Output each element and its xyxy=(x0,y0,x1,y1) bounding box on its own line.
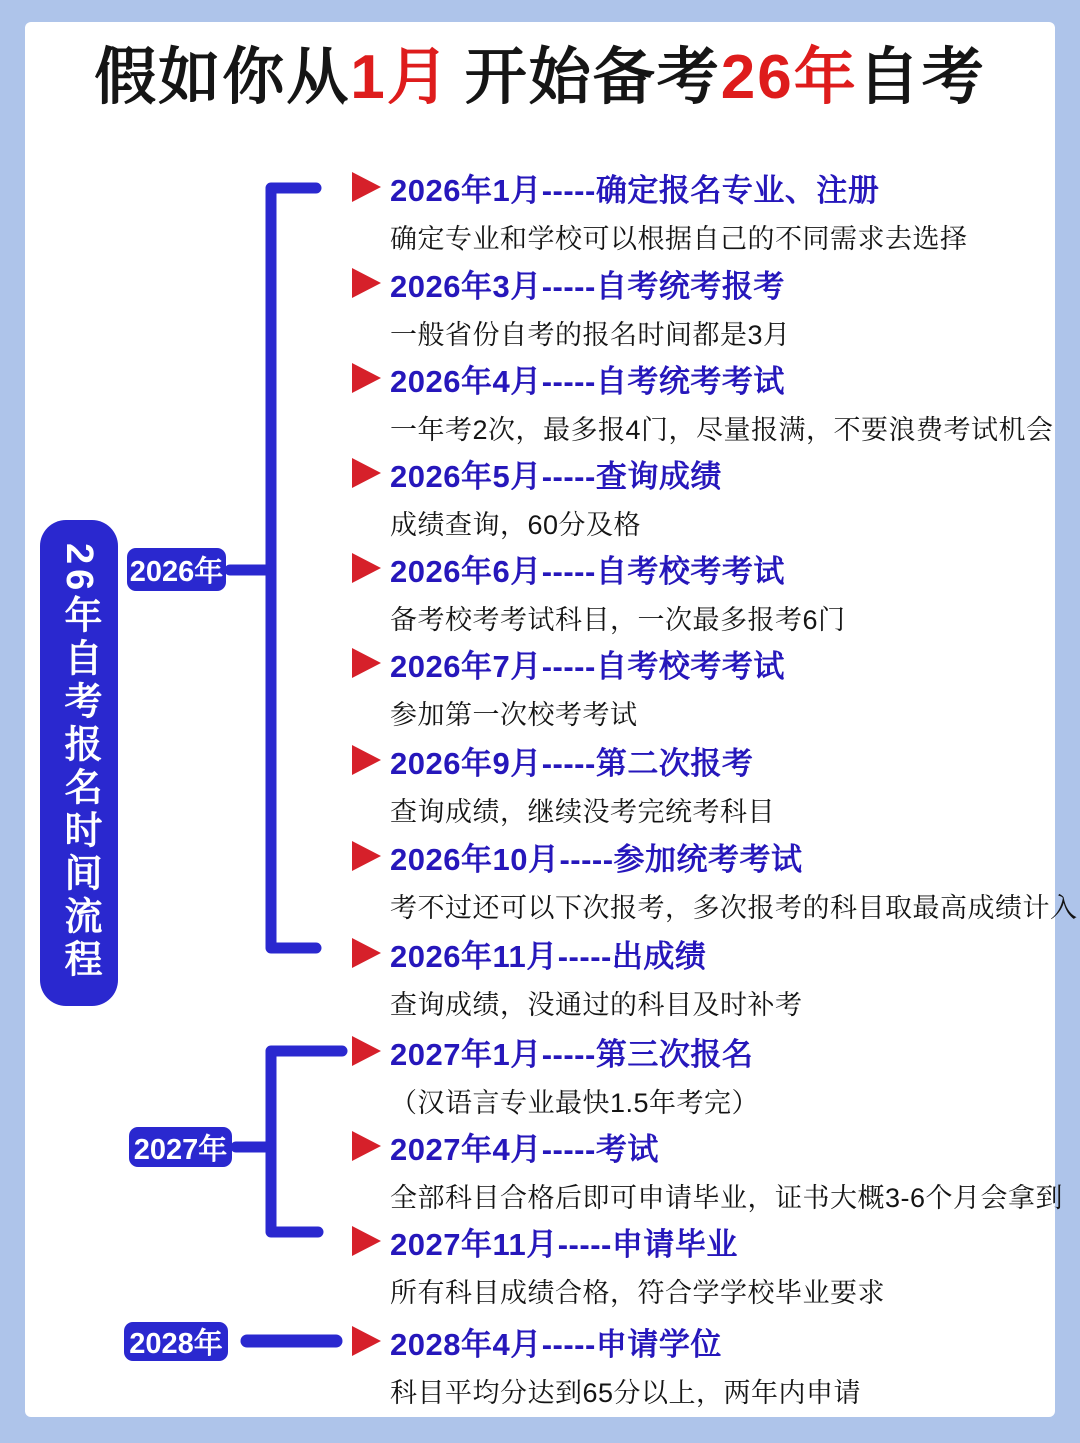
item-heading: 2027年1月-----第三次报名 xyxy=(390,1036,754,1072)
year-badge-2028: 2028年 xyxy=(124,1322,228,1361)
timeline-item-head xyxy=(352,1127,1052,1165)
timeline-item xyxy=(352,837,1078,925)
item-heading: 2028年4月-----申请学位 xyxy=(390,1326,722,1362)
title-part-red: 1月 xyxy=(350,43,451,112)
item-heading: 2026年5月-----查询成绩 xyxy=(390,458,722,494)
item-description: 查询成绩，没通过的科目及时补考 xyxy=(390,990,803,1020)
item-heading: 2026年10月-----参加统考考试 xyxy=(390,841,803,877)
arrow-right-icon xyxy=(352,1036,381,1066)
item-heading: 2026年4月-----自考统考考试 xyxy=(390,363,785,399)
arrow-right-icon xyxy=(352,553,381,583)
arrow-right-icon xyxy=(352,172,381,202)
timeline-item xyxy=(352,1127,1064,1215)
arrow-right-icon xyxy=(352,648,381,678)
item-description: 一般省份自考的报名时间都是3月 xyxy=(390,320,791,350)
arrow-right-icon xyxy=(352,841,381,871)
title-part: 假如你从 xyxy=(94,43,351,112)
timeline-item xyxy=(352,168,1052,256)
arrow-right-icon xyxy=(352,1226,381,1256)
title-part-red: 26年 xyxy=(720,43,858,112)
item-heading: 2026年11月-----出成绩 xyxy=(390,938,707,974)
item-description: 所有科目成绩合格，符合学学校毕业要求 xyxy=(390,1278,885,1308)
item-description: （汉语言专业最快1.5年考完） xyxy=(390,1088,760,1118)
timeline-item-head xyxy=(352,837,1052,875)
arrow-right-icon xyxy=(352,1131,381,1161)
item-heading: 2026年1月-----确定报名专业、注册 xyxy=(390,172,880,208)
year-badge-2026: 2026年 xyxy=(127,548,226,591)
timeline-item-head xyxy=(352,168,1052,206)
timeline-item-head xyxy=(352,1322,1052,1360)
title-part: 自考 xyxy=(857,43,986,112)
sidebar-vertical-label xyxy=(40,520,118,1006)
timeline-item-head xyxy=(352,1032,1052,1070)
timeline-item xyxy=(352,741,1052,829)
timeline-item-head xyxy=(352,934,1052,972)
arrow-right-icon xyxy=(352,745,381,775)
item-heading: 2026年6月-----自考校考考试 xyxy=(390,553,785,589)
year-badge-2027: 2027年 xyxy=(129,1127,232,1167)
item-description: 备考校考考试科目，一次最多报考6门 xyxy=(390,605,846,635)
timeline-item xyxy=(352,359,1052,447)
page-title xyxy=(0,44,1080,112)
arrow-right-icon xyxy=(352,363,381,393)
timeline-item xyxy=(352,1322,1052,1410)
timeline-item xyxy=(352,1222,1052,1310)
timeline-item xyxy=(352,1032,1052,1120)
timeline-item-head xyxy=(352,454,1052,492)
timeline-item xyxy=(352,934,1052,1022)
arrow-right-icon xyxy=(352,458,381,488)
sidebar-label-text: 26年自考报名时间流程 xyxy=(58,543,100,983)
item-heading: 2026年9月-----第二次报考 xyxy=(390,745,754,781)
item-description: 成绩查询，60分及格 xyxy=(390,510,642,540)
title-part: 开始备考 xyxy=(464,43,721,112)
item-heading: 2027年11月-----申请毕业 xyxy=(390,1226,738,1262)
timeline-item xyxy=(352,264,1052,352)
item-heading: 2026年3月-----自考统考报考 xyxy=(390,268,785,304)
arrow-right-icon xyxy=(352,938,381,968)
timeline-item-head xyxy=(352,1222,1052,1260)
arrow-right-icon xyxy=(352,1326,381,1356)
item-description: 查询成绩，继续没考完统考科目 xyxy=(390,797,775,827)
timeline-item-head xyxy=(352,741,1052,779)
timeline-item-head xyxy=(352,644,1052,682)
item-description: 确定专业和学校可以根据自己的不同需求去选择 xyxy=(390,224,968,254)
item-description: 一年考2次，最多报4门，尽量报满，不要浪费考试机会 xyxy=(390,415,1054,445)
item-description: 考不过还可以下次报考，多次报考的科目取最高成绩计入 xyxy=(390,893,1078,923)
arrow-right-icon xyxy=(352,268,381,298)
item-description: 参加第一次校考考试 xyxy=(390,700,638,730)
timeline-item xyxy=(352,454,1052,542)
timeline-item-head xyxy=(352,264,1052,302)
item-description: 全部科目合格后即可申请毕业，证书大概3-6个月会拿到 xyxy=(390,1183,1064,1213)
timeline-item-head xyxy=(352,359,1052,397)
item-description: 科目平均分达到65分以上，两年内申请 xyxy=(390,1378,862,1408)
timeline-item xyxy=(352,644,1052,732)
timeline-item xyxy=(352,549,1052,637)
item-heading: 2027年4月-----考试 xyxy=(390,1131,659,1167)
timeline-item-head xyxy=(352,549,1052,587)
item-heading: 2026年7月-----自考校考考试 xyxy=(390,648,785,684)
